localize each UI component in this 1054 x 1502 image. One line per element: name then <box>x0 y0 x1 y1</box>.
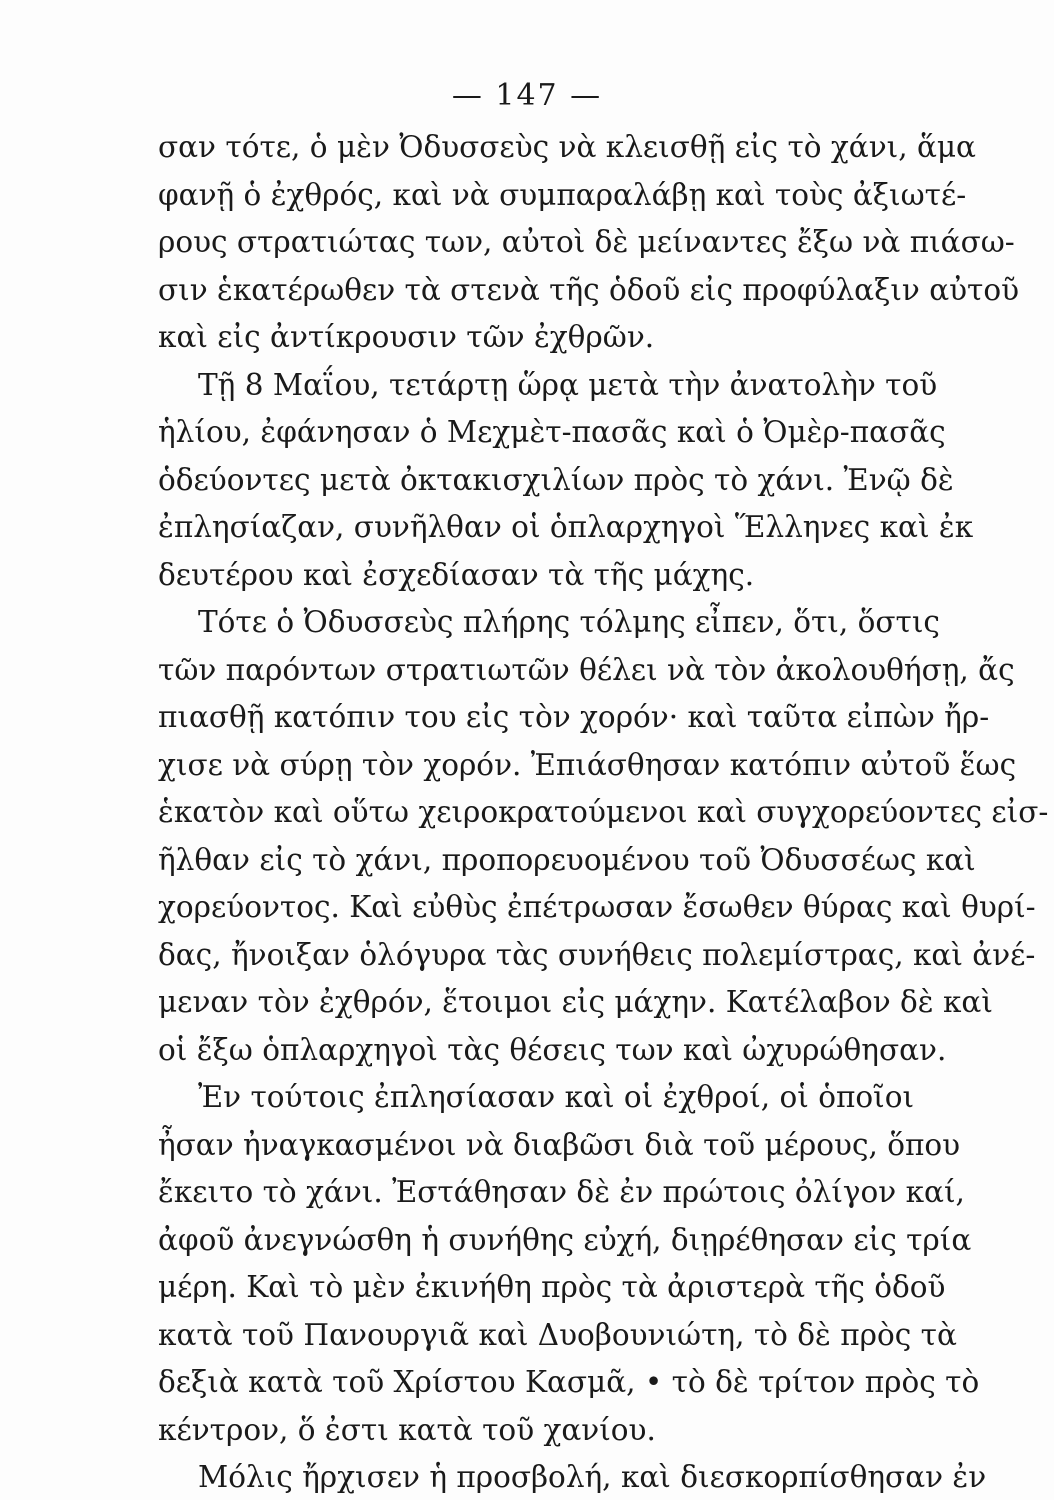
text-line: μέρη. Καὶ τὸ μὲν ἐκινήθη πρὸς τὰ ἀριστερὰ τῆς ὁδοῦ <box>158 1270 946 1304</box>
text-line: ἑκατὸν καὶ οὕτω χειροκρατούμενοι καὶ συγχορεύοντες εἰσ- <box>158 795 1049 829</box>
paragraph <box>158 599 1049 1074</box>
text-line: καὶ εἰς ἀντίκρουσιν τῶν ἐχθρῶν. <box>158 320 655 354</box>
text-line: ἔκειτο τὸ χάνι. Ἐστάθησαν δὲ ἐν πρώτοις ὀλίγον καί, <box>158 1175 965 1209</box>
text-line: οἱ ἔξω ὁπλαρχηγοὶ τὰς θέσεις των καὶ ὠχυρώθησαν. <box>158 1032 947 1067</box>
text-line: Τῇ 8 Μαΐου, τετάρτῃ ὥρᾳ μετὰ τὴν ἀνατολὴν τοῦ <box>198 367 938 402</box>
text-line: ῆλθαν εἰς τὸ χάνι, προπορευομένου τοῦ Ὀδυσσέως καὶ <box>158 842 976 877</box>
text-line: σαν τότε, ὁ μὲν Ὀδυσσεὺς νὰ κλεισθῇ εἰς τὸ χάνι, ἅμα <box>158 130 976 164</box>
text-line: δεξιὰ κατὰ τοῦ Χρίστου Κασμᾶ, • τὸ δὲ τρίτον πρὸς τὸ <box>158 1365 980 1399</box>
paragraph <box>158 362 974 600</box>
paragraph <box>158 1074 980 1454</box>
text-line: Τότε ὁ Ὀδυσσεὺς πλήρης τόλμης εἶπεν, ὅτι, ὅστις <box>198 605 940 639</box>
body-text <box>158 124 1049 1502</box>
text-line: χισε νὰ σύρῃ τὸν χορόν. Ἐπιάσθησαν κατόπιν αὐτοῦ ἕως <box>158 747 1017 782</box>
text-line: τῶν παρόντων στρατιωτῶν θέλει νὰ τὸν ἀκολουθήσῃ, ἄς <box>158 652 1015 687</box>
text-line: κατὰ τοῦ Πανουργιᾶ καὶ Δυοβουνιώτη, τὸ δὲ πρὸς τὰ <box>158 1317 957 1352</box>
text-line: μεναν τὸν ἐχθρόν, ἕτοιμοι εἰς μάχην. Κατέλαβον δὲ καὶ <box>158 985 993 1019</box>
text-line: ρους στρατιώτας των, αὐτοὶ δὲ μείναντες ἔξω νὰ πιάσω- <box>158 225 1015 259</box>
text-line: ὁδεύοντες μετὰ ὀκτακισχιλίων πρὸς τὸ χάνι. Ἐνῷ δὲ <box>158 462 954 497</box>
paragraph <box>158 124 1020 362</box>
paragraph <box>158 1454 987 1502</box>
text-line: ἐπλησίαζαν, συνῆλθαν οἱ ὁπλαρχηγοὶ Ἕλληνες καὶ ἐκ <box>158 510 974 544</box>
text-line: ἡλίου, ἐφάνησαν ὁ Μεχμὲτ-πασᾶς καὶ ὁ Ὀμὲρ-πασᾶς <box>158 415 946 449</box>
text-line: Ἐν τούτοις ἐπλησίασαν καὶ οἱ ἐχθροί, οἱ ὁποῖοι <box>198 1080 915 1114</box>
text-line: δευτέρου καὶ ἐσχεδίασαν τὰ τῆς μάχης. <box>158 557 755 592</box>
text-line: δας, ἤνοιξαν ὁλόγυρα τὰς συνήθεις πολεμίστρας, καὶ ἀνέ- <box>158 937 1036 972</box>
text-line: ἀφοῦ ἀνεγνώσθη ἡ συνήθης εὐχή, διῃρέθησαν εἰς τρία <box>158 1222 972 1257</box>
text-line: πιασθῇ κατόπιν του εἰς τὸν χορόν· καὶ ταῦτα εἰπὼν ἤρ- <box>158 700 990 734</box>
text-line: ἦσαν ἠναγκασμένοι νὰ διαβῶσι διὰ τοῦ μέρους, ὅπου <box>158 1127 961 1162</box>
text-line: κέντρον, ὅ ἐστι κατὰ τοῦ χανίου. <box>158 1412 656 1447</box>
text-line: σιν ἑκατέρωθεν τὰ στενὰ τῆς ὁδοῦ εἰς προφύλαξιν αὐτοῦ <box>158 272 1020 307</box>
text-line: χορεύοντος. Καὶ εὐθὺς ἐπέτρωσαν ἔσωθεν θύρας καὶ θυρί- <box>158 890 1036 924</box>
page-number: — 147 — <box>451 78 603 113</box>
text-line: φανῇ ὁ ἐχθρός, καὶ νὰ συμπαραλάβῃ καὶ τοὺς ἀξιωτέ- <box>158 177 967 212</box>
text-line: Μόλις ἤρχισεν ἡ προσβολή, καὶ διεσκορπίσθησαν ἐν <box>198 1460 987 1494</box>
